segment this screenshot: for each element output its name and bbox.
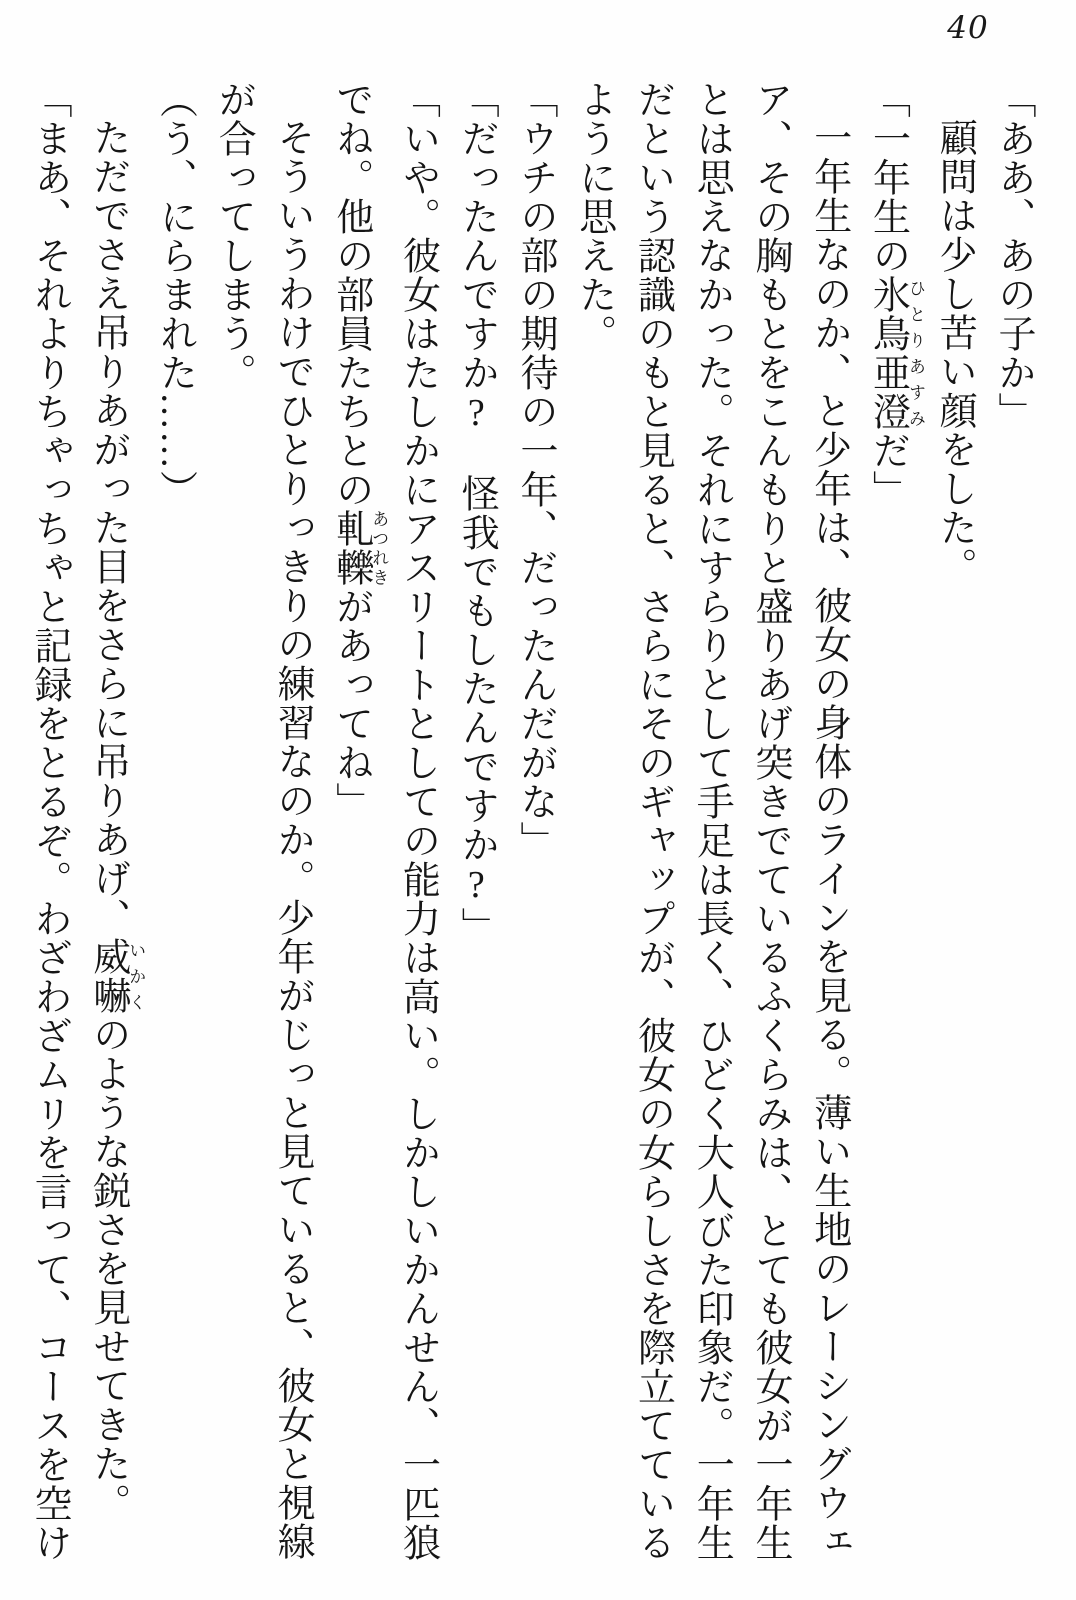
text-line: ただでさえ吊りあがった目をさらに吊りあげ、威嚇いかくのような鋭さを見せてきた。 bbox=[86, 118, 146, 1522]
text-line: 「いや。彼女はたしかにアスリートとしての能力は高い。しかしいかんせん、一匹狼 bbox=[396, 80, 439, 1562]
furigana-ruby: 威嚇いかく bbox=[86, 937, 146, 1015]
furigana-ruby: 軋轢あつれき bbox=[329, 509, 389, 587]
text-line: が合ってしまう。 bbox=[212, 80, 255, 392]
page-number: 40 bbox=[947, 10, 989, 46]
text-line: 顧問は少し苦い顔をした。 bbox=[933, 118, 976, 586]
text-line: ア、その胸もとをこんもりと盛りあげ突きでているふくらみは、とても彼女が一年生 bbox=[749, 80, 791, 1562]
upright-glyph: ? bbox=[455, 392, 498, 435]
text-line: 「ああ、あの子か」 bbox=[992, 80, 1034, 431]
text-line: 「まあ、それよりちゃっちゃと記録をとるぞ。わざわざムリを言って、コースを空け bbox=[28, 80, 70, 1562]
text-line: 「ウチの部の期待の一年、だったんだがな」 bbox=[514, 80, 556, 860]
text-line: ように思えた。 bbox=[572, 80, 615, 353]
text-line: そういうわけでひとりっきりの練習なのか。少年がじっと見ていると、彼女と視線 bbox=[271, 118, 313, 1561]
text-line: とは思えなかった。それにすらりとして手足は長く、ひどく大人びた印象だ。一年生 bbox=[690, 80, 733, 1562]
furigana-ruby: 亜澄あすみ bbox=[866, 353, 925, 431]
upright-glyph: ? bbox=[455, 864, 498, 907]
text-line: 「だったんですか? 怪我でもしたんですか?」 bbox=[455, 80, 498, 946]
text-line: 「一年生の氷鳥ひとり亜澄あすみだ」 bbox=[866, 80, 925, 509]
text-line: でね。他の部員たちとの軋轢あつれきがあってね」 bbox=[329, 80, 389, 821]
text-line: 一年生なのか、と少年は、彼女の身体のラインを見る。薄い生地のレーシングウェ bbox=[807, 118, 850, 1561]
text-line: （う、にらまれた……） bbox=[153, 80, 196, 509]
text-line: だという認識のもと見ると、さらにそのギャップが、彼女の女らしさを際立てている bbox=[631, 80, 674, 1562]
vertical-text-block bbox=[19, 80, 1042, 1580]
furigana-ruby: 氷鳥ひとり bbox=[866, 275, 925, 353]
